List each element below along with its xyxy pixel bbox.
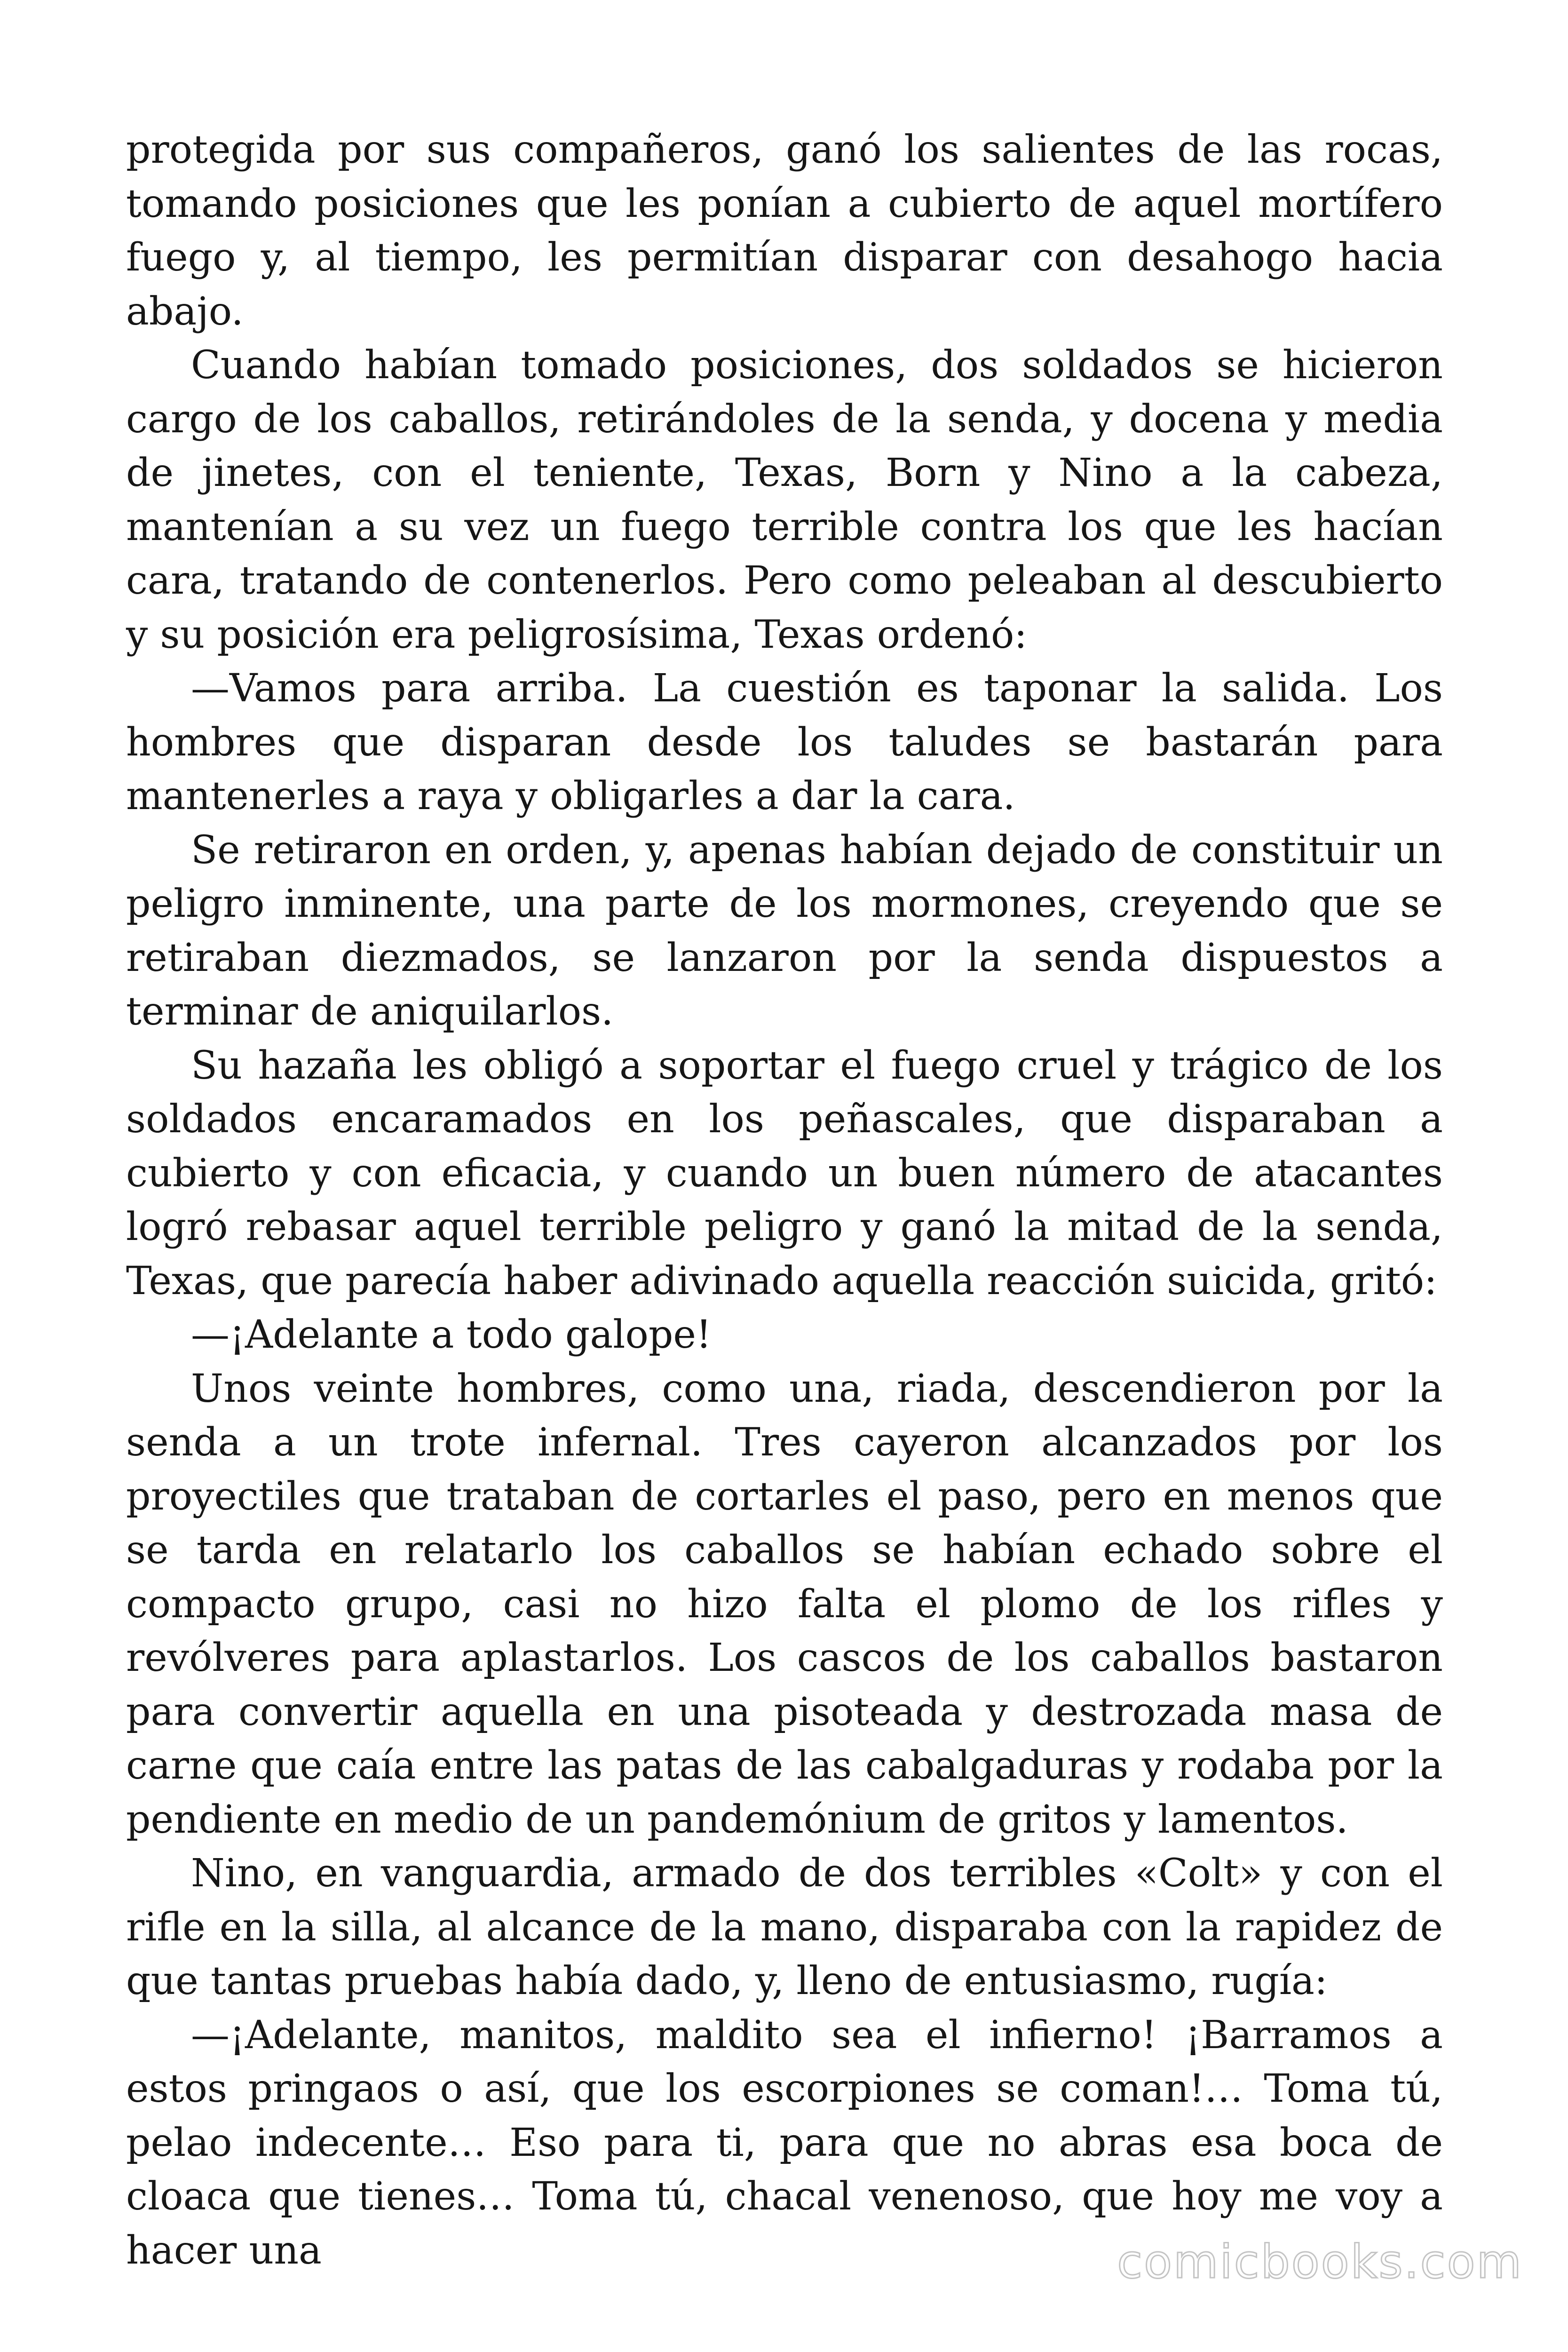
paragraph: protegida por sus compañeros, ganó los salientes de las rocas, tomando posiciones que les ponían a cubierto de aquel mortífero fuego y, al tiempo, les permitían disparar con desahogo hacia abajo.: [126, 127, 1443, 334]
watermark-text: comicbooks.com: [1117, 2235, 1523, 2289]
body-text: [126, 123, 1443, 2278]
paragraph: Su hazaña les obligó a soportar el fuego cruel y trágico de los soldados encaramados en los peñascales, que disparaban a cubierto y con eficacia, y cuando un buen número de atacantes logró rebasar aquel terrible peligro y ganó la mitad de la senda, Texas, que parecía haber adivinado aquella reacción suicida, gritó:: [126, 1043, 1443, 1303]
paragraph: —¡Adelante, manitos, maldito sea el infierno! ¡Barramos a estos pringaos o así, que los escorpiones se coman!… Toma tú, pelao indecente… Eso para ti, para que no abras esa boca de cloaca que tienes… Toma tú, chacal venenoso, que hoy me voy a hacer una: [126, 2012, 1443, 2273]
paragraph: Se retiraron en orden, y, apenas habían dejado de constituir un peligro inminente, una parte de los mormones, creyendo que se retiraban diezmados, se lanzaron por la senda dispuestos a terminar de aniquilarlos.: [126, 827, 1443, 1034]
paragraph: Cuando habían tomado posiciones, dos soldados se hicieron cargo de los caballos, retirándoles de la senda, y docena y media de jinetes, con el teniente, Texas, Born y Nino a la cabeza, mantenían a su vez un fuego terrible contra los que les hacían cara, tratando de contenerlos. Pero como peleaban al descubierto y su posición era peligrosísima, Texas ordenó:: [126, 343, 1443, 657]
paragraph: Nino, en vanguardia, armado de dos terribles «Colt» y con el rifle en la silla, al alcance de la mano, disparaba con la rapidez de que tantas pruebas había dado, y, lleno de entusiasmo, rugía:: [126, 1851, 1443, 2003]
paragraph: —¡Adelante a todo galope!: [191, 1312, 712, 1357]
paragraph: Unos veinte hombres, como una, riada, descendieron por la senda a un trote infernal. Tres cayeron alcanzados por los proyectiles que trataban de cortarles el paso, pero en menos que se tarda en relatarlo los caballos se habían echado sobre el compacto grupo, casi no hizo falta el plomo de los rifles y revólveres para aplastarlos. Los cascos de los caballos bastaron para convertir aquella en una pisoteada y destrozada masa de carne que caía entre las patas de las cabalgaduras y rodaba por la pendiente en medio de un pandemónium de gritos y lamentos.: [126, 1366, 1443, 1842]
paragraph: —Vamos para arriba. La cuestión es taponar la salida. Los hombres que disparan desde los taludes se bastarán para mantenerles a raya y obligarles a dar la cara.: [126, 666, 1443, 818]
